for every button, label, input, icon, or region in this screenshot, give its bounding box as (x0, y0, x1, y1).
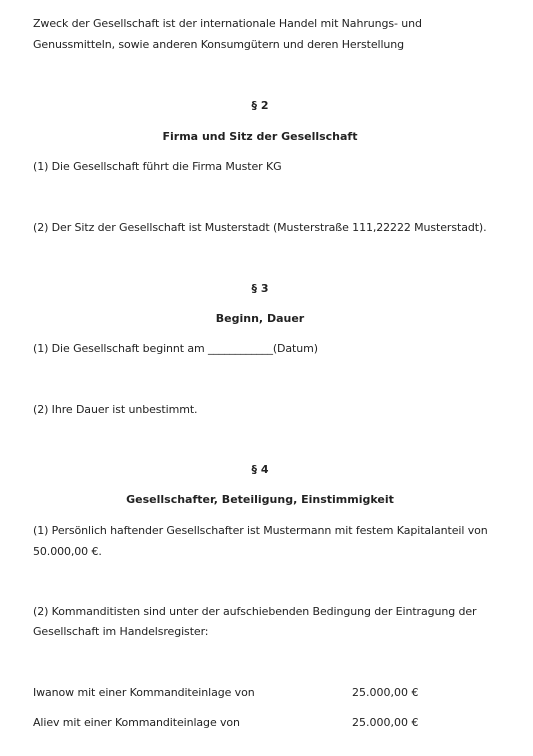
section-2-heading: Firma und Sitz der Gesellschaft (162, 130, 358, 143)
section-4-paragraph-1-line-1: (1) Persönlich haftender Gesellschafter ist Mustermann mit festem Kapitalanteil von (33, 524, 488, 537)
section-3-number: § 3 (251, 282, 269, 295)
section-3-paragraph-1: (1) Die Gesellschaft beginnt am ____________(Datum) (33, 342, 318, 355)
section-4-paragraph-1-line-2: 50.000,00 €. (33, 545, 102, 558)
section-4-heading: Gesellschafter, Beteiligung, Einstimmigkeit (126, 493, 394, 506)
partner-row-label: Aliev mit einer Kommanditeinlage von (33, 716, 240, 729)
section-2-number: § 2 (251, 99, 269, 112)
partner-row-amount: 25.000,00 € (352, 686, 419, 699)
section-3-paragraph-2: (2) Ihre Dauer ist unbestimmt. (33, 403, 198, 416)
intro-line-2: Genussmitteln, sowie anderen Konsumgütern und deren Herstellung (33, 38, 405, 51)
partner-row-amount: 25.000,00 € (352, 716, 419, 729)
section-2-paragraph-2: (2) Der Sitz der Gesellschaft ist Musterstadt (Musterstraße 111,22222 Musterstadt). (33, 221, 487, 234)
partner-row-label: Iwanow mit einer Kommanditeinlage von (33, 686, 255, 699)
section-4-paragraph-2-line-2: Gesellschaft im Handelsregister: (33, 625, 209, 638)
section-4-number: § 4 (251, 463, 269, 476)
section-3-heading: Beginn, Dauer (215, 312, 305, 325)
section-4-paragraph-2-line-1: (2) Kommanditisten sind unter der aufschiebenden Bedingung der Eintragung der (33, 605, 477, 618)
section-2-paragraph-1: (1) Die Gesellschaft führt die Firma Muster KG (33, 160, 282, 173)
intro-line-1: Zweck der Gesellschaft ist der internationale Handel mit Nahrungs- und (33, 17, 422, 30)
